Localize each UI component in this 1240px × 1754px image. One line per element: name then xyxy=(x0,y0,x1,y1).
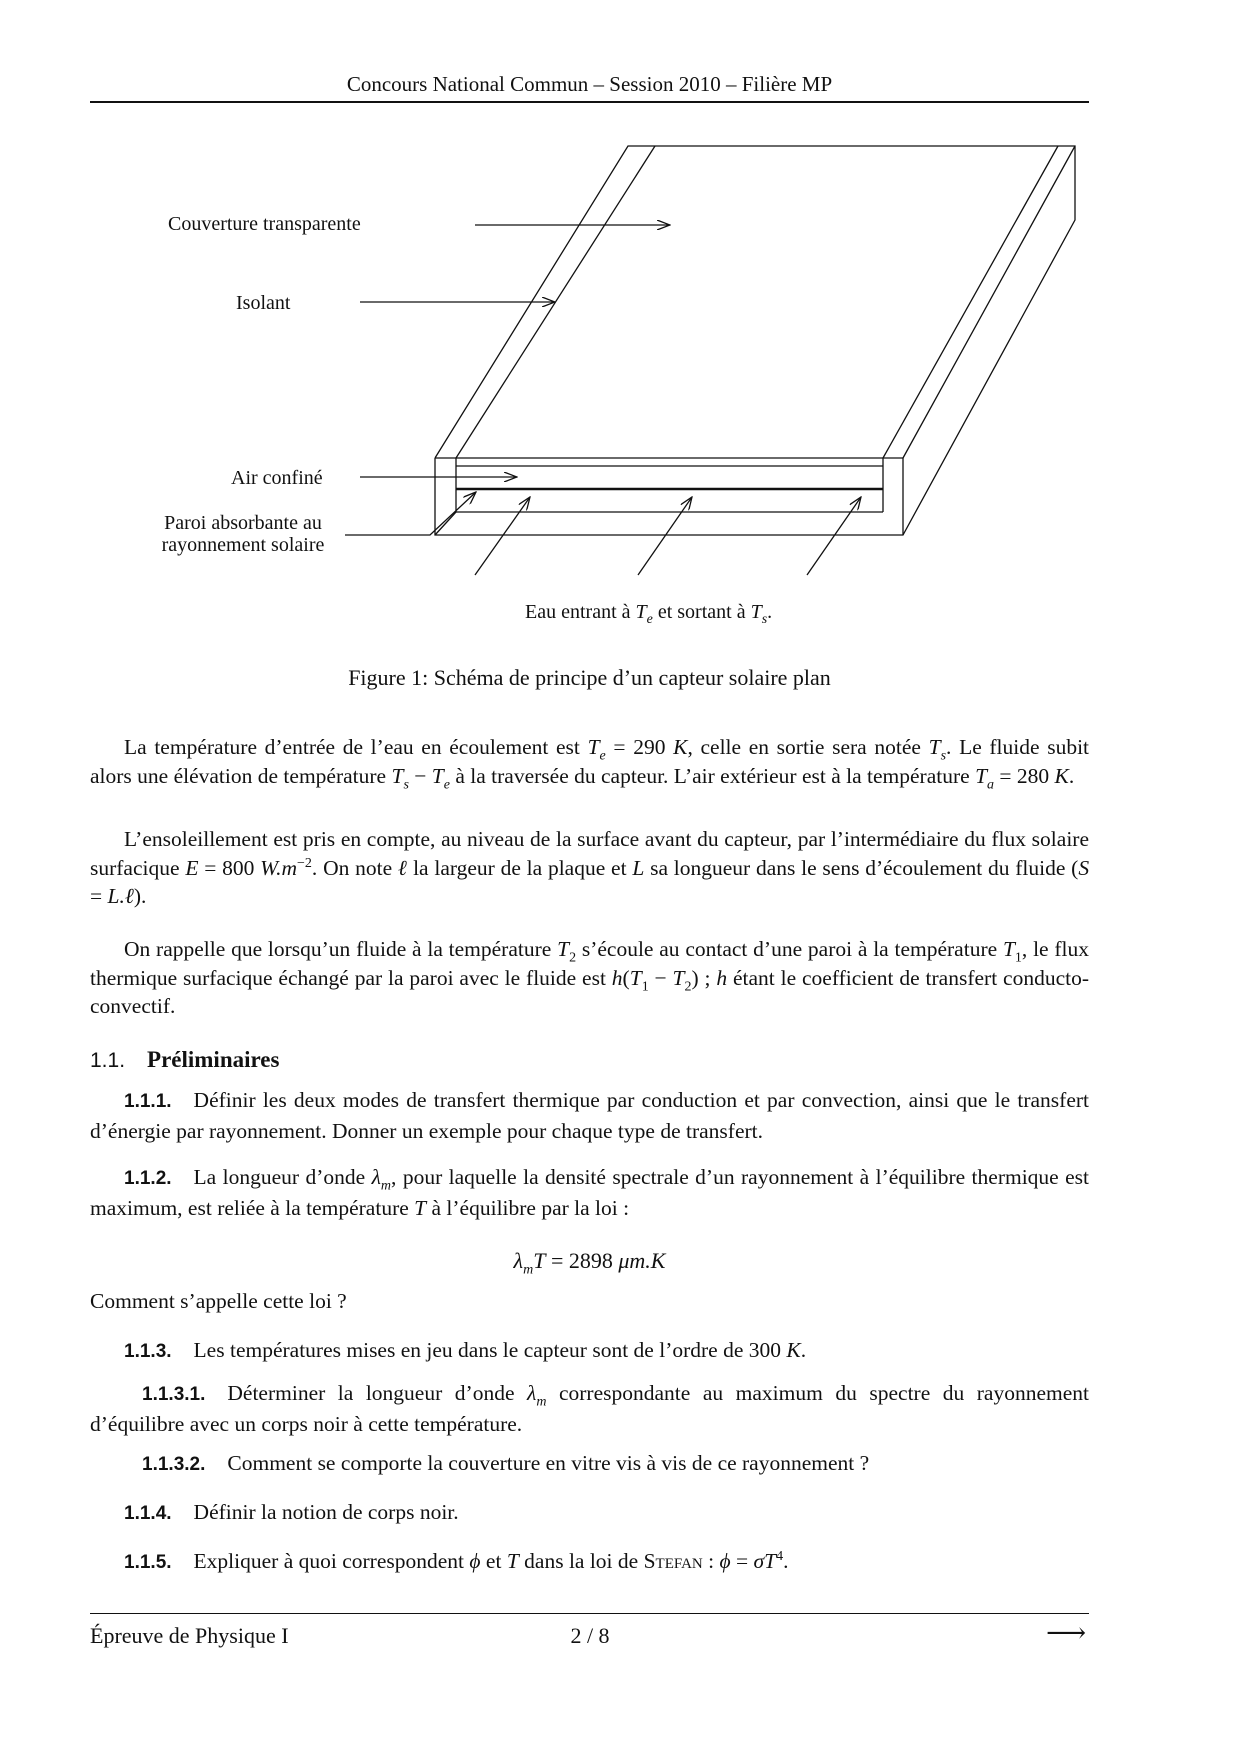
label-air: Air confiné xyxy=(231,467,323,489)
corner-edge xyxy=(903,146,1075,458)
page-number: 2 / 8 xyxy=(570,1623,610,1648)
question-1-1-3-1: 1.1.3.1. Déterminer la longueur d’onde $\lambda_m$ correspondante au maximum du spectre du rayonnement d’équilibre avec un corps noir à cette température. xyxy=(90,1381,1090,1436)
question-1-1-4: 1.1.4. Définir la notion de corps noir. xyxy=(124,1500,459,1524)
label-paroi-line1: Paroi absorbante au xyxy=(164,512,322,534)
label-eau-prefix: Eau entrant à xyxy=(525,601,631,623)
symbol-te: $T_e$ xyxy=(635,601,653,627)
question-1-1-5: 1.1.5. Expliquer à quoi correspondent ϕ et T dans la loi de Stefan : $\phi = \sigma T^4$. xyxy=(124,1548,789,1573)
footer-rule xyxy=(90,1613,1089,1614)
section-number: 1.1. xyxy=(90,1049,126,1072)
section-title: Préliminaires xyxy=(147,1047,280,1072)
footer-exam-title: Épreuve de Physique I xyxy=(90,1623,289,1648)
label-couverture: Couverture transparente xyxy=(168,213,361,235)
question-1-1-3-2: 1.1.3.2. Comment se comporte la couverture en vitre vis à vis de ce rayonnement ? xyxy=(142,1451,870,1475)
water-arrow-1 xyxy=(475,497,530,575)
question-1-1-3: 1.1.3. Les températures mises en jeu dans le capteur sont de l’ordre de 300 K. xyxy=(124,1338,807,1362)
question-1-1-2: 1.1.2. La longueur d’onde $\lambda_m$, pour laquelle la densité spectrale d’un rayonnement à l’équilibre thermique est maximum, est reliée à la température T à l’équilibre par la loi : xyxy=(90,1165,1090,1220)
paragraph-inlet-temperature: La température d’entrée de l’eau en écoulement est $T_e = 290$ K, celle en sortie sera notée $T_s$. Le fluide subit alors une élévation de température $T_s - T_e$ à la traversée du capteur. L’air extérieur est à la température $T_a = 280$ K. xyxy=(90,735,1090,792)
question-1-1-1: 1.1.1. Définir les deux modes de transfert thermique par conduction et par convection, ainsi que le transfert d’énergie par rayonnement. Donner un exemple pour chaque type de transfert. xyxy=(90,1088,1089,1143)
label-paroi xyxy=(148,512,338,556)
label-eau: Eau entrant à $T_e$ et sortant à $T_s$. xyxy=(525,601,773,627)
section-heading xyxy=(90,1047,279,1073)
running-header: Concours National Commun – Session 2010 – Filière MP xyxy=(346,72,833,96)
label-paroi-line2: rayonnement solaire xyxy=(161,534,325,556)
figure-caption: Figure 1: Schéma de principe d’un capteur solaire plan xyxy=(348,665,831,690)
next-page-arrow-icon: ⟶ xyxy=(1046,1618,1087,1649)
symbol-ts: $T_s$ xyxy=(750,601,768,627)
water-arrow-3 xyxy=(807,497,861,575)
paragraph-convective-flux: On rappelle que lorsqu’un fluide à la température $T_2$ s’écoule au contact d’une paroi à la température $T_1$, le flux thermique surfacique échangé par la paroi avec le fluide est $h(T_1 - T_2)$ ; h étant le coefficient de transfert conducto-convectif. xyxy=(90,937,1089,1018)
bottom-diagonal xyxy=(435,512,456,535)
wien-equation: $\lambda_mT = 2898$ μm.K xyxy=(513,1248,666,1278)
question-1-1-2-prompt: Comment s’appelle cette loi ? xyxy=(90,1289,347,1313)
water-arrow-2 xyxy=(638,497,692,575)
paragraph-solar-flux: L’ensoleillement est pris en compte, au niveau de la surface avant du capteur, par l’intermédiaire du flux solaire surfacique E = 800 $W.m^{-2}$. On note ℓ la largeur de la plaque et L sa longueur dans le sens d’écoulement du fluide (S = L.ℓ). xyxy=(90,827,1090,908)
label-isolant: Isolant xyxy=(236,292,291,314)
label-eau-mid: et sortant à xyxy=(657,601,746,623)
